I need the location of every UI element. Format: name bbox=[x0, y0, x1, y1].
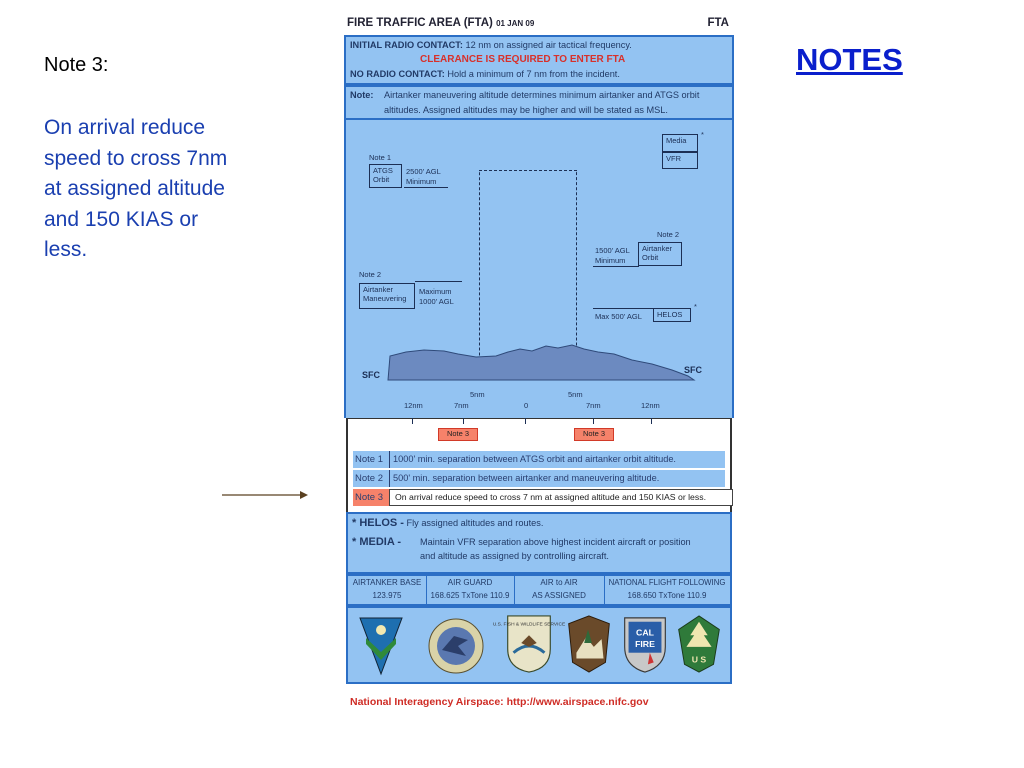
freq-air-to-air: AIR to AIR AS ASSIGNED bbox=[514, 576, 605, 604]
atgs-orbit-box: ATGS Orbit bbox=[369, 164, 402, 188]
agl-1000: 1000' AGL bbox=[419, 297, 454, 306]
helos-media-box bbox=[346, 512, 732, 574]
card-header bbox=[347, 17, 733, 35]
note3-marker-left: Note 3 bbox=[438, 428, 478, 441]
helos-label: * HELOS - bbox=[352, 517, 404, 529]
note-row-3: Note 3 On arrival reduce speed to cross 7 nm at assigned altitude and 150 KIAS or less. bbox=[353, 489, 733, 506]
helos-text: Fly assigned altitudes and routes. bbox=[406, 518, 544, 528]
scale-5nm-right: 5nm bbox=[568, 390, 583, 399]
media-box: Media bbox=[662, 134, 698, 152]
freq-national-flight-following: NATIONAL FLIGHT FOLLOWING 168.650 TxTone 110.9 bbox=[608, 578, 726, 600]
maximum-label: Maximum bbox=[419, 287, 452, 296]
initial-contact-text: 12 nm on assigned air tactical frequency. bbox=[465, 40, 632, 50]
airtanker-orbit-box: Airtanker Orbit bbox=[638, 242, 682, 266]
agency-seals bbox=[346, 606, 732, 684]
freq-air-guard: AIR GUARD 168.625 TxTone 110.9 bbox=[426, 576, 515, 604]
scale-7nm-right: 7nm bbox=[586, 401, 601, 410]
frequency-table bbox=[346, 574, 732, 606]
blm-seal-icon bbox=[358, 616, 404, 676]
vfr-box: VFR bbox=[662, 152, 698, 169]
altitude-note-label: Note: bbox=[350, 90, 374, 100]
agl-2500: 2500' AGL bbox=[406, 167, 441, 176]
pointer-arrow-icon bbox=[222, 488, 312, 502]
altitude-note-line1: Airtanker maneuvering altitude determines minimum airtanker and ATGS orbit bbox=[384, 90, 700, 100]
no-contact-text: Hold a minimum of 7 nm from the incident. bbox=[447, 69, 620, 79]
svg-text:U.S. FISH & WILDLIFE SERVICE: U.S. FISH & WILDLIFE SERVICE bbox=[492, 622, 566, 628]
airtanker-maneuvering-box: Airtanker Maneuvering bbox=[359, 283, 415, 309]
airspace-diagram: Note 1 ATGS Orbit 2500' AGL Minimum Media VFR * Note 2 1500' AGL Minimum Airtanker Orbit Note 2 Airtanker Maneuvering Maximum 1000' AGL Max 500' AGL HELOS * SFC SFC 5nm 5nm 12nm 7nm 0 7nm 12nm bbox=[344, 120, 734, 418]
scale-12nm-left: 12nm bbox=[404, 401, 423, 410]
altitude-note-box bbox=[344, 85, 734, 120]
fws-seal-icon bbox=[492, 614, 566, 674]
note1-label: Note 1 bbox=[369, 153, 392, 162]
svg-text:FIRE: FIRE bbox=[635, 638, 655, 649]
agl-1500: 1500' AGL bbox=[595, 246, 630, 255]
card-date: 01 JAN 09 bbox=[496, 19, 535, 28]
media-label: * MEDIA - bbox=[352, 536, 402, 548]
max-500-agl: Max 500' AGL bbox=[595, 312, 642, 321]
notes-link[interactable]: NOTES bbox=[796, 42, 903, 77]
freq-airtanker-base: AIRTANKER BASE 123.975 bbox=[348, 576, 427, 604]
note-row-1: Note 1 1000' min. separation between ATGS orbit and airtanker orbit altitude. bbox=[353, 451, 725, 468]
footer-source: National Interagency Airspace: http://www.airspace.nifc.gov bbox=[350, 696, 649, 708]
no-contact-label: NO RADIO CONTACT: bbox=[350, 69, 445, 79]
scale-5nm-left: 5nm bbox=[470, 390, 485, 399]
altitude-note-line2: altitudes. Assigned altitudes may be higher and will be stated as MSL. bbox=[384, 105, 668, 115]
note-heading: Note 3: bbox=[44, 54, 109, 76]
note-rows bbox=[346, 448, 732, 512]
scale-0: 0 bbox=[524, 401, 529, 410]
scale-7nm-left: 7nm bbox=[454, 401, 469, 410]
note2-right-label: Note 2 bbox=[657, 230, 680, 239]
media-text-1: Maintain VFR separation above highest incident aircraft or position bbox=[420, 537, 691, 547]
scale-12nm-right: 12nm bbox=[641, 401, 660, 410]
fta-card bbox=[343, 14, 735, 684]
note-row-2: Note 2 500' min. separation between airtanker and maneuvering altitude. bbox=[353, 470, 725, 487]
calfire-seal-icon bbox=[620, 614, 670, 674]
nps-seal-icon bbox=[564, 614, 614, 674]
note2-left-label: Note 2 bbox=[359, 270, 382, 279]
svg-text:U S: U S bbox=[691, 654, 707, 665]
clearance-text: CLEARANCE IS REQUIRED TO ENTER FTA bbox=[420, 54, 626, 65]
card-corner-label: FTA bbox=[707, 17, 729, 29]
note3-marker-right: Note 3 bbox=[574, 428, 614, 441]
usfs-seal-icon bbox=[674, 614, 724, 674]
media-text-2: and altitude as assigned by controlling aircraft. bbox=[420, 551, 609, 561]
note-body: On arrival reduce speed to cross 7nm at assigned altitude and 150 KIAS or less. bbox=[44, 116, 228, 261]
sfc-left: SFC bbox=[362, 370, 380, 380]
terrain-icon bbox=[386, 340, 696, 382]
radio-contact-box bbox=[344, 35, 734, 85]
sfc-right: SFC bbox=[684, 365, 702, 375]
initial-contact-label: INITIAL RADIO CONTACT: bbox=[350, 40, 463, 50]
agl-1500-min: Minimum bbox=[595, 256, 626, 265]
scale-strip bbox=[346, 418, 732, 448]
helos-box: HELOS bbox=[653, 308, 691, 322]
svg-text:CAL: CAL bbox=[636, 627, 654, 638]
agl-2500-min: Minimum bbox=[406, 177, 437, 186]
bia-seal-icon bbox=[428, 616, 484, 676]
card-title: FIRE TRAFFIC AREA (FTA) bbox=[347, 17, 493, 29]
